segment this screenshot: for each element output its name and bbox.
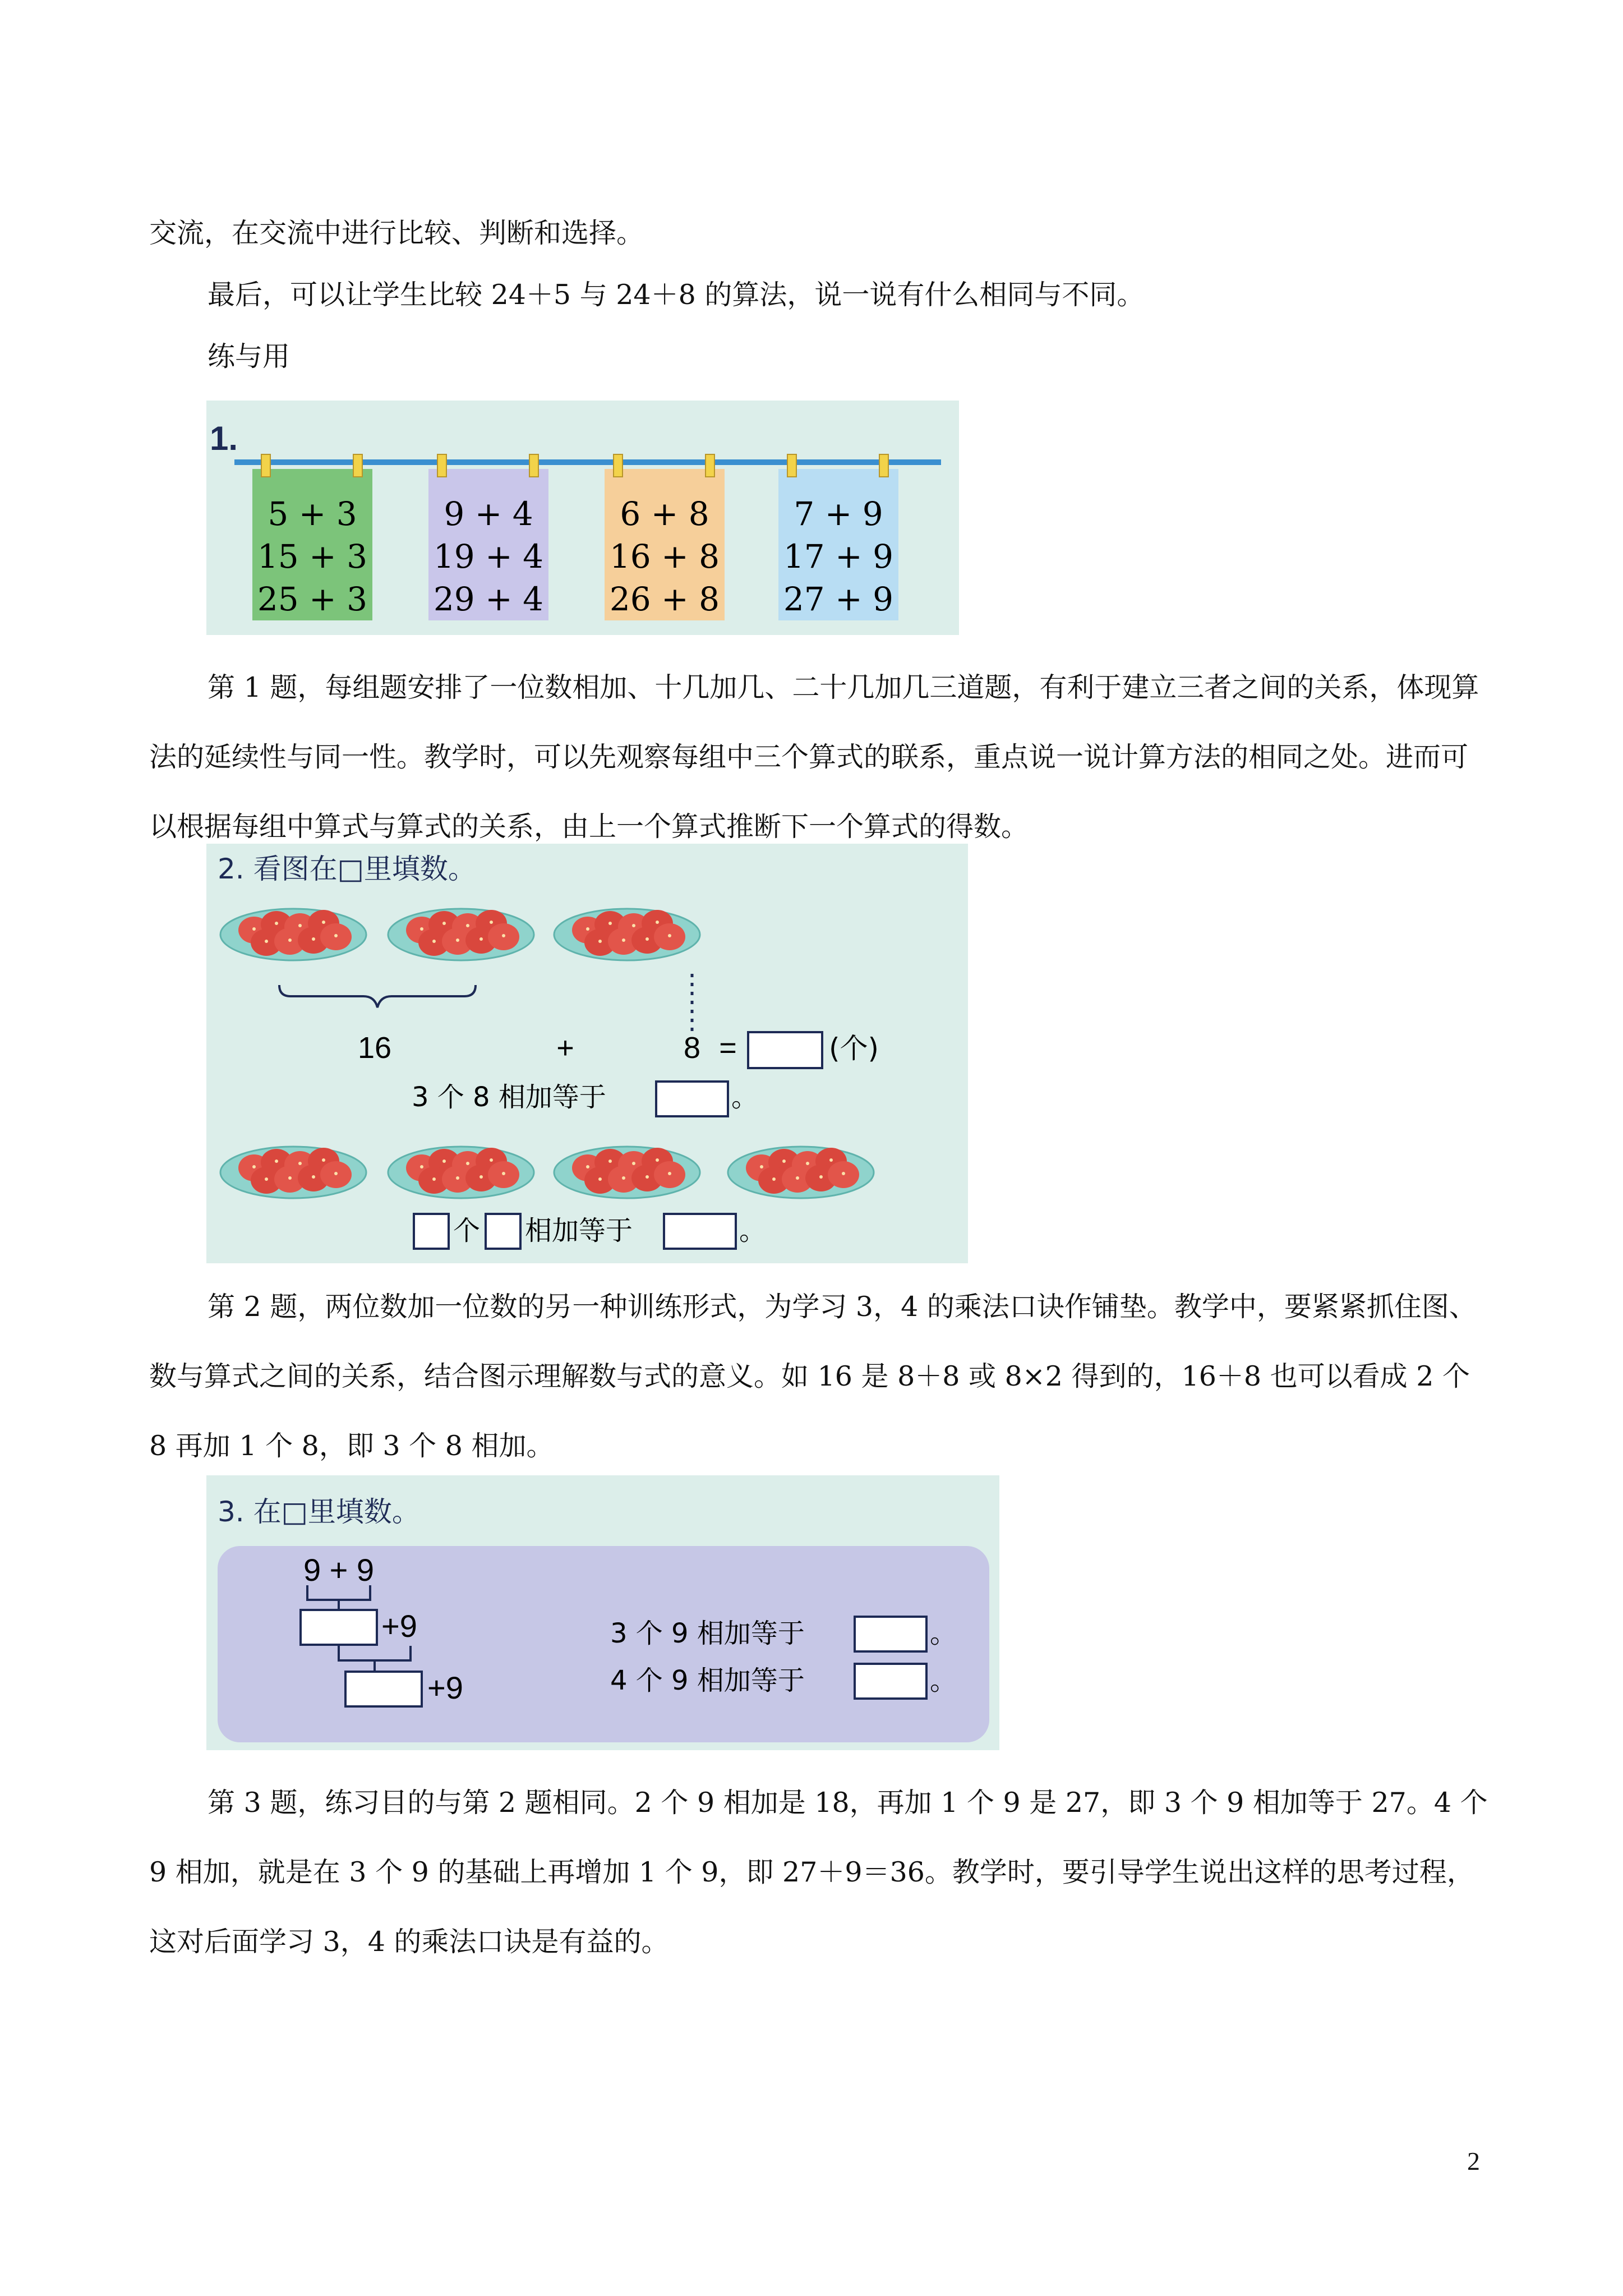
line2-text: 3 个 8 相加等于 [412,1082,606,1113]
card-2 [428,469,548,620]
card-4 [778,469,898,620]
card-4-line-3: 27 + 9 [783,580,894,618]
plate-row1-3 [554,909,700,960]
plate-row2-1 [220,1147,366,1198]
card-3 [605,469,725,620]
card-1-line-1: 5 + 3 [268,495,357,533]
plate-row2-2 [388,1147,534,1198]
answer-box-b[interactable] [345,1672,422,1706]
answer-box-5[interactable] [664,1214,736,1249]
right-line-1-end: 。 [930,1618,957,1649]
eq-plus: + [556,1031,574,1065]
card-1 [252,469,372,620]
top-expression: 9 + 9 [303,1552,375,1588]
line3-end: 。 [739,1215,767,1246]
card-4-line-2: 17 + 9 [783,537,894,576]
answer-box-c[interactable] [855,1617,926,1651]
section-heading: 练与用 [208,341,291,372]
card-1-line-3: 25 + 3 [257,580,368,618]
plus9-a: +9 [381,1608,417,1644]
figure-3-title: 3. 在□里填数。 [218,1496,420,1528]
paragraph-4: 第 2 题，两位数加一位数的另一种训练形式，为学习 3，4 的乘法口诀作铺垫。教学中，要紧紧抓住图、数与算式之间的关系，结合图示理解数与式的意义。如 16 是 8＋8 或 8×2 得到的，16＋8 也可以看成 2 个 8 再加 1 个 8，即 3 个 8 相加。 [149,1291,1477,1462]
right-line-2: 4 个 9 相加等于 [610,1665,805,1696]
answer-box-3[interactable] [414,1214,449,1249]
card-3-line-2: 16 + 8 [609,537,720,576]
paragraph-3: 第 1 题，每组题安排了一位数相加、十几加几、二十几加几三道题，有利于建立三者之间的关系，体现算法的延续性与同一性。教学时，可以先观察每组中三个算式的联系，重点说一说计算方法的相同之处。进而可以根据每组中算式与算式的关系，由上一个算式推断下一个算式的得数。 [149,671,1479,843]
card-3-line-3: 26 + 8 [609,580,720,618]
eq-equals: = [719,1031,737,1065]
answer-box-2[interactable] [656,1082,728,1116]
plate-row1-1 [220,909,366,960]
figure-1-addition-cards [206,401,959,635]
line3-mid2: 相加等于 [525,1215,633,1246]
line3-mid1: 个 [453,1215,481,1246]
eq-unit: (个) [829,1032,879,1065]
card-2-line-2: 19 + 4 [433,537,544,576]
eq-left: 16 [357,1031,392,1065]
plate-row2-3 [554,1147,700,1198]
page-number: 2 [1467,2147,1480,2175]
plate-row2-4 [728,1147,874,1198]
card-4-line-1: 7 + 9 [794,495,883,533]
figure-1-number: 1. [210,420,238,457]
figure-3-fill-boxes [206,1475,999,1750]
eq-right: 8 [683,1031,701,1065]
card-3-line-1: 6 + 8 [620,495,709,533]
paragraph-1: 交流，在交流中进行比较、判断和选择。 [149,217,644,249]
line2-end: 。 [731,1082,759,1113]
answer-box-1[interactable] [748,1032,822,1068]
answer-box-a[interactable] [301,1610,377,1645]
plate-row1-2 [388,909,534,960]
card-2-line-1: 9 + 4 [444,495,533,533]
right-line-1: 3 个 9 相加等于 [610,1618,805,1649]
figure-2-strawberry-plates [206,844,968,1263]
right-line-2-end: 。 [930,1665,957,1696]
card-2-line-3: 29 + 4 [433,580,544,618]
paragraph-5: 第 3 题，练习目的与第 2 题相同。2 个 9 相加是 18，再加 1 个 9 是 27，即 3 个 9 相加等于 27。4 个 9 相加，就是在 3 个 9 的基础上再增加 1 个 9，即 27＋9＝36。教学时，要引导学生说出这样的思考过程，这对后面学习 3，4 的乘法口诀是有益的。 [149,1787,1488,1958]
figure-2-title: 2. 看图在□里填数。 [218,853,476,885]
card-1-line-2: 15 + 3 [257,537,368,576]
paragraph-2: 最后，可以让学生比较 24＋5 与 24＋8 的算法，说一说有什么相同与不同。 [208,279,1145,311]
answer-box-d[interactable] [855,1664,926,1699]
plus9-b: +9 [427,1670,463,1705]
answer-box-4[interactable] [486,1214,520,1249]
